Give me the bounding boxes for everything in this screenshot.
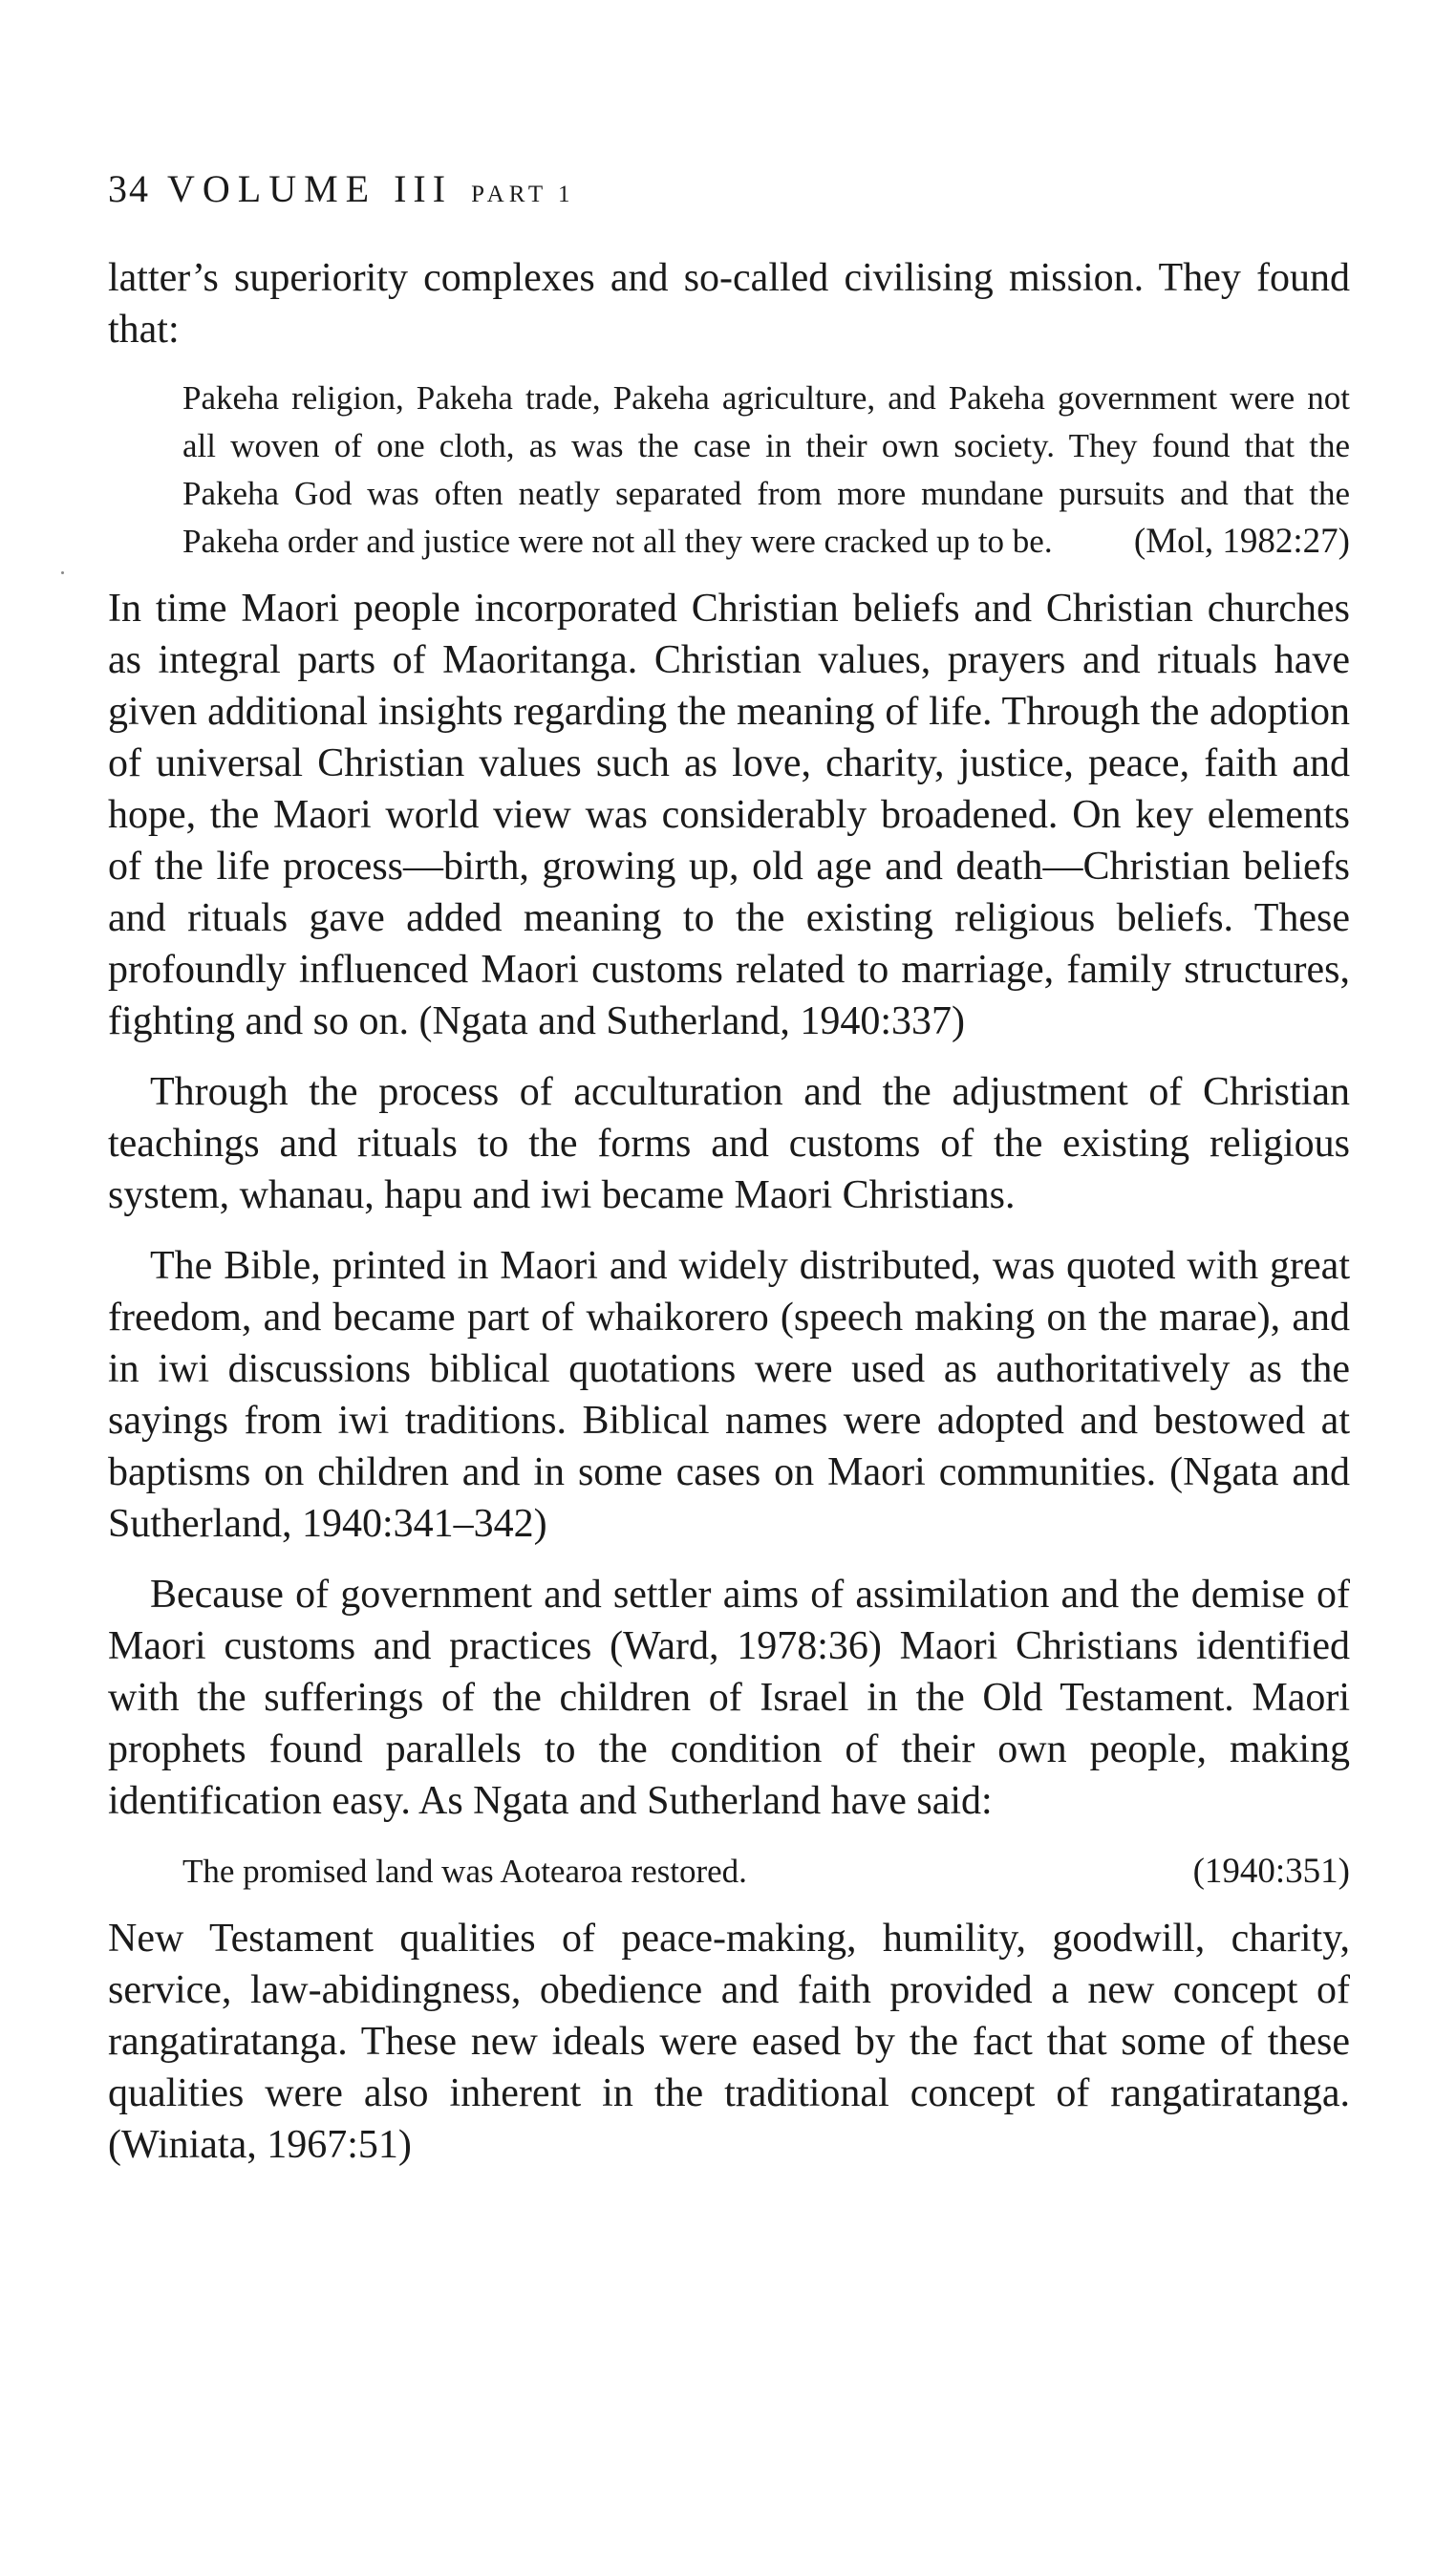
block-quote-citation: (Mol, 1982:27)	[1133, 522, 1350, 561]
volume-number: III	[394, 167, 453, 210]
scan-speck	[61, 571, 64, 574]
paragraph-bible: The Bible, printed in Maori and widely distributed, was quoted with great freedom, and became part of whaikorero (speech making on the marae), and in iwi discussions biblical quotations were used as authoritatively as the sayings from iwi traditions. Biblical names were adopted and bestowed at baptisms on children and in some cases on Maori communities. (Ngata and Sutherland, 1940:341–342)	[108, 1244, 1350, 1546]
paragraph-christian-beliefs: In time Maori people incorporated Christian beliefs and Christian churches as integral parts of Maoritanga. Christian values, prayers and rituals have given additional insights regarding the meaning of life. Through the adoption of universal Christian values such as love, charity, justice, peace, faith and hope, the Maori world view was considerably broadened. On key elements of the life process—birth, growing up, old age and death—Christian beliefs and rituals gave added meaning to the existing religious beliefs. These profoundly influenced Maori customs related to marriage, family structures, fighting and so on. (Ngata and Sutherland, 1940:337)	[108, 587, 1350, 1043]
page-number: 34	[108, 167, 150, 210]
block-quote-promised-land	[182, 1848, 1350, 1896]
book-page	[108, 167, 1350, 2171]
block-quote-mol	[182, 375, 1350, 566]
paragraph-new-testament: New Testament qualities of peace-making, humility, goodwill, charity, service, law-abidingness, obedience and faith provided a new concept of rangatiratanga. These new ideals were eased by the fact that some of these qualities were also inherent in the traditional concept of rangatiratanga. (Winiata, 1967:51)	[108, 1917, 1350, 2167]
part-label: PART 1	[471, 182, 575, 207]
paragraph-assimilation: Because of government and settler aims of assimilation and the demise of Maori customs and practices (Ward, 1978:36) Maori Christians identified with the sufferings of the children of Israel in the Old Testament. Maori prophets found parallels to the condition of their own people, making identification easy. As Ngata and Sutherland have said:	[108, 1573, 1350, 1823]
paragraph-continuation: latter’s superiority complexes and so-called civilising mission. They found that:	[108, 256, 1350, 352]
block-quote-text: Pakeha religion, Pakeha trade, Pakeha agriculture, and Pakeha government were not all woven of one cloth, as was the case in their own society. They found that the Pakeha God was often neatly separated from more mundane pursuits and that the Pakeha order and justice were not all they were cracked up to be.	[182, 379, 1350, 560]
paragraph-acculturation: Through the process of acculturation and the adjustment of Christian teachings and rituals to the forms and customs of the existing religious system, whanau, hapu and iwi became Maori Christians.	[108, 1070, 1350, 1217]
running-head	[108, 167, 1350, 210]
block-quote-citation: (1940:351)	[1192, 1852, 1350, 1891]
volume-label: VOLUME	[167, 167, 377, 210]
block-quote-text: The promised land was Aotearoa restored.	[182, 1853, 747, 1890]
